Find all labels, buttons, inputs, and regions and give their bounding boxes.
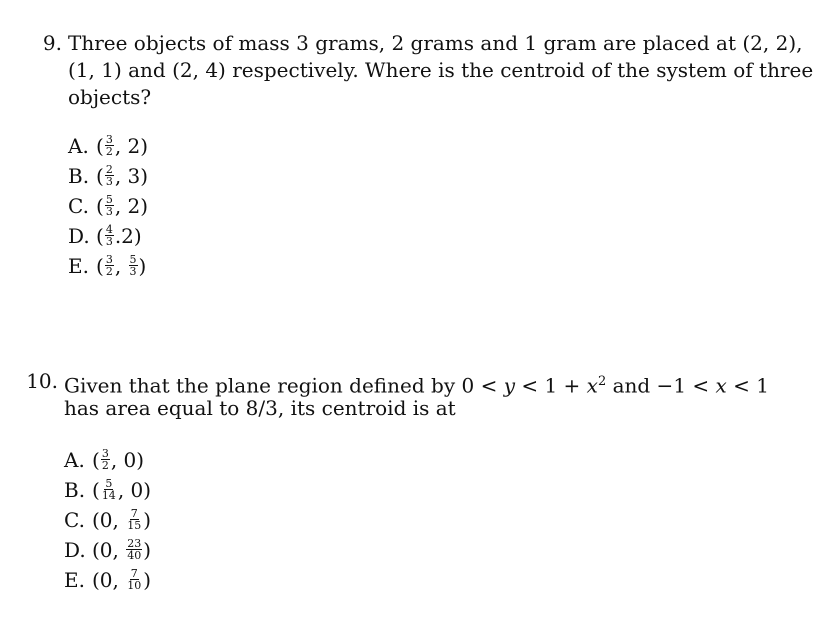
option-e[interactable] [68,251,148,281]
paren: ( [96,134,104,158]
option-letter: C. [64,508,85,532]
paren: ( [92,478,100,502]
numerator: 7 [130,567,138,580]
answer-options [68,131,148,281]
stem-line [64,368,769,398]
paren: ) [133,224,142,248]
fraction [126,508,142,531]
fraction [105,194,114,217]
option-a[interactable] [64,445,151,475]
denominator: 3 [105,175,113,188]
question-number: 9. [42,31,62,55]
separator: . [114,224,122,248]
stem-line: objects? [68,85,152,109]
numerator: 4 [105,223,113,236]
separator: , [114,164,128,188]
fraction [129,254,138,277]
option-d[interactable] [64,535,151,565]
fraction [101,448,110,471]
value: 2 [127,194,141,218]
denominator: 15 [127,519,142,532]
stem-line: has area equal to 8/3, its centroid is at [64,396,456,420]
paren: ) [143,568,152,592]
numerator: 5 [105,477,113,490]
option-e[interactable] [64,565,151,595]
stem-line: (1, 1) and (2, 4) respectively. Where is the centroid of the system of three [68,58,813,82]
fraction [105,164,114,187]
option-b[interactable] [64,475,151,505]
value: 2 [127,134,141,158]
denominator: 2 [105,265,113,278]
fraction [105,134,114,157]
stem-text: and −1 < [606,373,716,398]
value: 2 [121,224,134,248]
value: (0, [92,568,126,592]
denominator: 3 [129,265,137,278]
stem-line: Three objects of mass 3 grams, 2 grams and 1 gram are placed at (2, 2), [68,31,803,55]
denominator: 14 [101,489,116,502]
denominator: 2 [105,145,113,158]
answer-options [64,445,151,595]
paren: ) [143,538,152,562]
paren: ( [96,254,104,278]
option-c[interactable] [64,505,151,535]
option-letter: B. [68,164,90,188]
option-letter: E. [68,254,89,278]
fraction [105,254,114,277]
denominator: 10 [127,579,142,592]
numerator: 2 [105,163,113,176]
fraction [101,478,117,501]
fraction [126,538,142,561]
option-letter: D. [64,538,86,562]
option-letter: E. [64,568,85,592]
denominator: 40 [127,549,142,562]
math-var: x [715,373,727,398]
paren: ( [92,448,100,472]
paren: ) [140,194,149,218]
numerator: 23 [127,537,142,550]
value: , 0) [117,478,152,502]
exponent: 2 [597,374,607,389]
value: 3 [127,164,141,188]
stem-text: < 1 + [515,373,587,398]
value: (0, [92,538,126,562]
stem-text: Given that the plane region defined by 0 < [64,373,504,398]
fraction [126,568,142,591]
denominator: 2 [101,459,109,472]
option-d[interactable] [68,221,148,251]
numerator: 3 [105,253,113,266]
separator: , [114,134,128,158]
denominator: 3 [105,235,113,248]
numerator: 5 [129,253,137,266]
option-letter: C. [68,194,89,218]
paren: ) [138,254,147,278]
option-c[interactable] [68,191,148,221]
option-b[interactable] [68,161,148,191]
math-var: x [586,373,598,398]
denominator: 3 [105,205,113,218]
numerator: 5 [105,193,113,206]
separator: , [114,254,128,278]
option-letter: D. [68,224,90,248]
paren: ) [140,134,149,158]
stem-text: < 1 [726,373,769,398]
paren: ) [143,508,152,532]
option-letter: B. [64,478,86,502]
question-number: 10. [26,369,58,393]
option-letter: A. [64,448,85,472]
paren: ) [140,164,149,188]
paren: ( [96,194,104,218]
separator: , [114,194,128,218]
paren: ( [96,224,104,248]
numerator: 3 [105,133,113,146]
option-letter: A. [68,134,89,158]
value: (0, [92,508,126,532]
paren: ( [96,164,104,188]
value: , 0) [110,448,145,472]
numerator: 3 [101,447,109,460]
numerator: 7 [130,507,138,520]
fraction [105,224,114,247]
math-var: y [503,373,515,398]
option-a[interactable] [68,131,148,161]
